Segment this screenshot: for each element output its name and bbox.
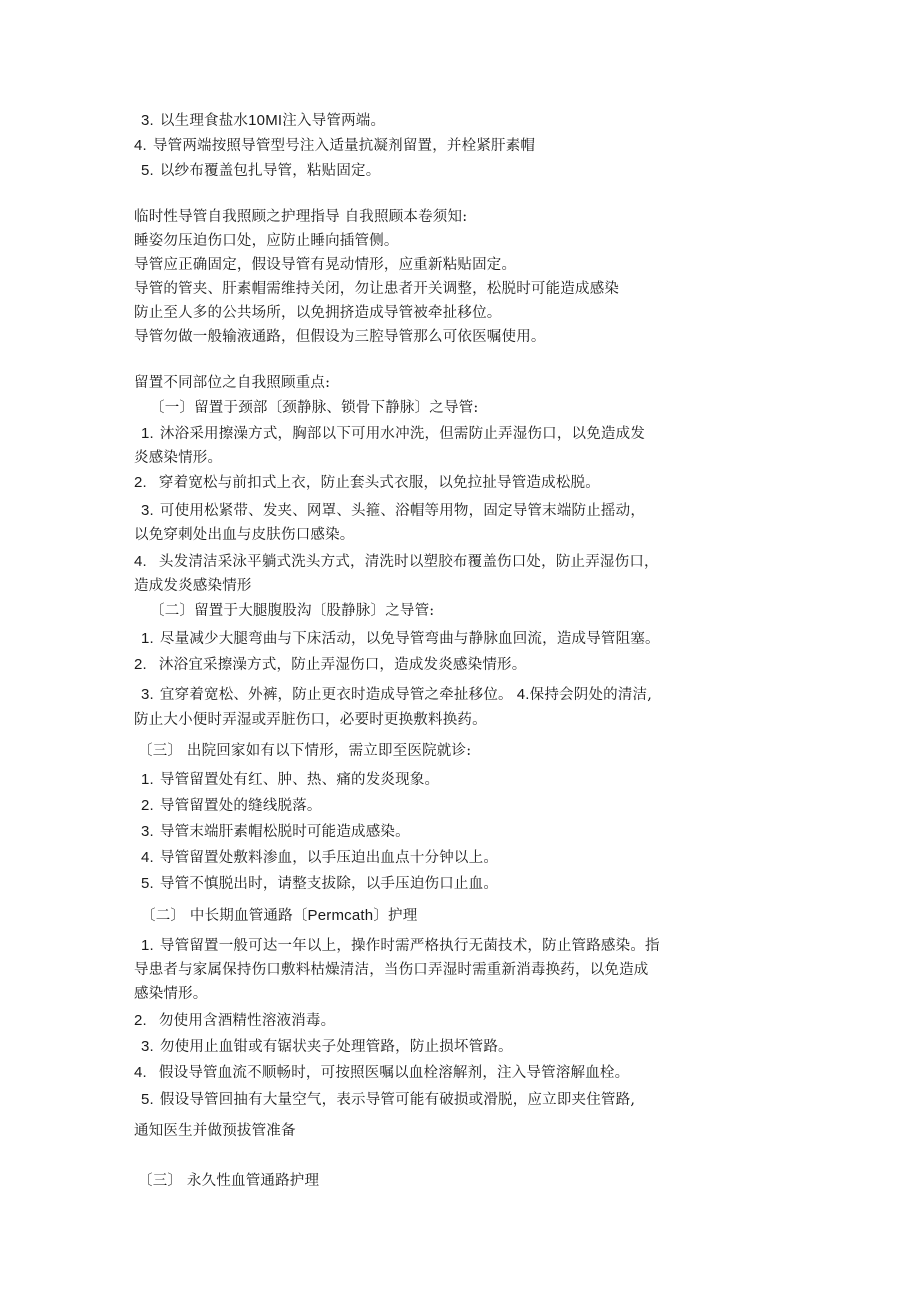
subsection-heading: 〔三〕 出院回家如有以下情形，需立即至医院就诊: bbox=[138, 743, 472, 759]
note-line: 导管的管夹、肝素帽需维持关闭，勿让患者开关调整，松脱时可能造成感染 bbox=[134, 281, 620, 297]
list-item: 3. 勿使用止血钳或有锯状夹子处理管路，防止损坏管路。 bbox=[141, 1038, 513, 1055]
list-item: 1. 尽量减少大腿弯曲与下床活动，以免导管弯曲与静脉血回流，造成导管阻塞。 bbox=[141, 630, 660, 647]
list-item-continuation: 以免穿刺处出血与皮肤伤口感染。 bbox=[134, 527, 355, 543]
section-heading: 〔二〕 中长期血管通路〔Permcath〕护理 bbox=[141, 907, 418, 924]
list-item: 1. 导管留置处有红、肿、热、痛的发炎现象。 bbox=[141, 771, 440, 788]
list-item-continuation: 防止大小便时弄湿或弄脏伤口，必要时更换敷料换药。 bbox=[134, 712, 487, 728]
list-item-continuation: 造成发炎感染情形 bbox=[134, 578, 252, 594]
subsection-heading: 〔一〕留置于颈部〔颈静脉、锁骨下静脉〕之导管: bbox=[150, 400, 479, 416]
section-heading: 临时性导管自我照顾之护理指导 自我照顾本卷须知: bbox=[134, 209, 468, 225]
step-item: 3. 以生理食盐水10MI注入导管两端。 bbox=[141, 112, 386, 129]
note-line: 导管勿做一般输液通路，但假设为三腔导管那么可依医嘱使用。 bbox=[134, 329, 546, 345]
list-item: 5. 假设导管回抽有大量空气，表示导管可能有破损或滑脱，应立即夹住管路, bbox=[141, 1091, 636, 1108]
section-heading: 留置不同部位之自我照顾重点: bbox=[134, 375, 331, 391]
list-item: 4. 导管留置处敷料渗血，以手压迫出血点十分钟以上。 bbox=[141, 849, 499, 866]
list-item-continuation: 导患者与家属保持伤口敷料枯燥清洁，当伤口弄湿时需重新消毒换药，以免造成 bbox=[134, 962, 649, 978]
list-item: 3. 导管末端肝素帽松脱时可能造成感染。 bbox=[141, 823, 410, 840]
list-item: 3. 可使用松紧带、发夹、网罩、头箍、浴帽等用物，固定导管末端防止摇动， bbox=[141, 502, 646, 519]
subsection-heading: 〔二〕留置于大腿腹股沟〔股静脉〕之导管: bbox=[150, 603, 435, 619]
list-item-continuation: 通知医生并做预拔管准备 bbox=[134, 1123, 296, 1139]
list-item: 4. 假设导管血流不顺畅时，可按照医嘱以血栓溶解剂，注入导管溶解血栓。 bbox=[134, 1064, 630, 1081]
list-item: 2. 导管留置处的缝线脱落。 bbox=[141, 797, 322, 814]
section-heading: 〔三〕 永久性血管通路护理 bbox=[138, 1173, 320, 1189]
list-item: 3. 宜穿着宽松、外裤，防止更衣时造成导管之牵扯移位。 4.保持会阴处的清洁, bbox=[141, 686, 653, 703]
list-item-continuation: 感染情形。 bbox=[134, 986, 208, 1002]
list-item: 2. 穿着宽松与前扣式上衣，防止套头式衣服，以免拉扯导管造成松脱。 bbox=[134, 474, 600, 491]
step-item: 4. 导管两端按照导管型号注入适量抗凝剂留置，并栓紧肝素帽 bbox=[134, 137, 536, 154]
step-item: 5. 以纱布覆盖包扎导管，粘贴固定。 bbox=[141, 162, 381, 179]
note-line: 睡姿勿压迫伤口处，应防止睡向插管侧。 bbox=[134, 233, 399, 249]
note-line: 导管应正确固定，假设导管有晃动情形，应重新粘贴固定。 bbox=[134, 257, 517, 273]
list-item: 1. 导管留置一般可达一年以上，操作时需严格执行无菌技术，防止管路感染。指 bbox=[141, 937, 660, 954]
list-item: 4. 头发清洁采泳平躺式洗头方式，清洗时以塑胶布覆盖伤口处，防止弄湿伤口， bbox=[134, 553, 659, 570]
list-item: 5. 导管不慎脱出时，请整支拔除，以手压迫伤口止血。 bbox=[141, 875, 499, 892]
list-item: 2. 沐浴宜采擦澡方式，防止弄湿伤口，造成发炎感染情形。 bbox=[134, 656, 527, 673]
note-line: 防止至人多的公共场所，以免拥挤造成导管被牵扯移位。 bbox=[134, 305, 502, 321]
list-item: 1. 沐浴采用擦澡方式，胸部以下可用水冲洗，但需防止弄湿伤口，以免造成发 bbox=[141, 425, 646, 442]
list-item: 2. 勿使用含酒精性溶液消毒。 bbox=[134, 1012, 336, 1029]
list-item-continuation: 炎感染情形。 bbox=[134, 450, 223, 466]
